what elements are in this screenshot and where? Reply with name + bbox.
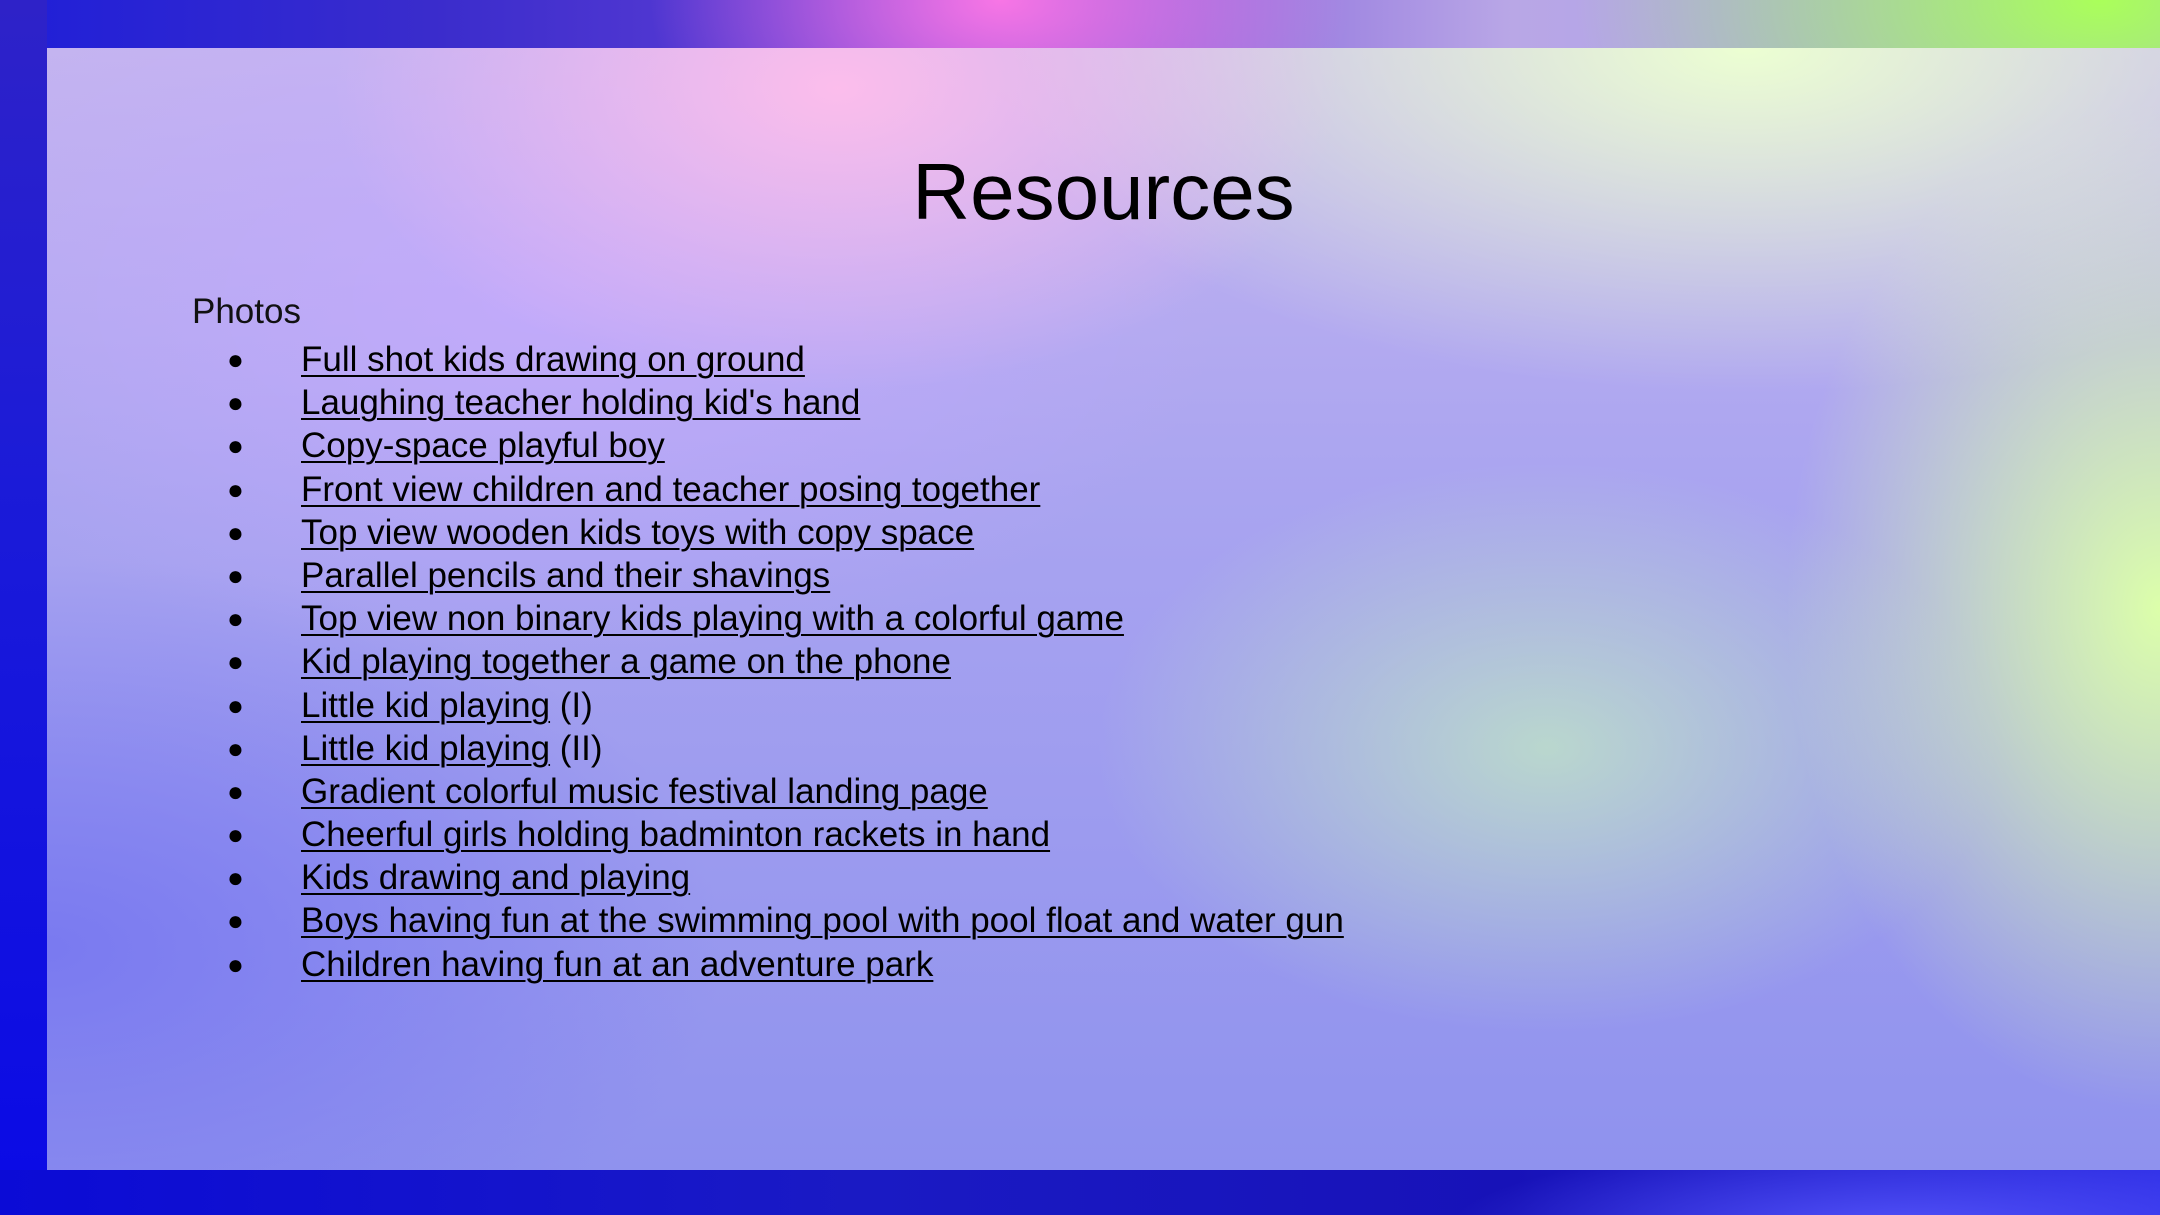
list-item-text [301,899,1344,942]
list-item-text [301,856,690,899]
slide-title: Resources [912,147,1295,236]
bullet-icon: ● [227,948,244,980]
list-item-text [301,770,988,813]
resource-suffix: (II) [550,728,603,768]
section-label-photos: Photos [192,292,301,331]
slide-frame-left [0,0,47,1215]
resource-link[interactable]: Copy-space playful boy [301,426,665,466]
bullet-icon: ● [227,646,244,678]
bullet-icon: ● [227,732,244,764]
bullet-icon: ● [227,559,244,591]
resource-link[interactable]: Boys having fun at the swimming pool with pool float and water gun [301,901,1344,941]
list-item-text [301,554,830,597]
bullet-icon: ● [227,344,244,375]
resource-link[interactable]: Gradient colorful music festival landing page [301,771,988,811]
bullet-icon: ● [227,387,244,419]
bullet-icon: ● [227,689,244,721]
bullet-icon: ● [227,430,244,462]
list-item-text [301,338,805,381]
resource-link[interactable]: Front view children and teacher posing together [301,469,1041,509]
list-item-text [301,813,1050,856]
slide-canvas [47,48,2160,1170]
bullet-icon: ● [227,905,244,937]
list-item-text [301,511,974,554]
resource-link[interactable]: Kid playing together a game on the phone [301,642,951,682]
list-item-text [301,727,603,770]
resource-link[interactable]: Little kid playing [301,728,551,768]
resource-link[interactable]: Top view wooden kids toys with copy space [301,512,975,552]
list-item-text [301,381,860,424]
resource-link[interactable]: Laughing teacher holding kid's hand [301,383,861,423]
list-item-text [301,640,951,683]
bullet-icon: ● [227,819,244,851]
resource-link[interactable]: Full shot kids drawing on ground [301,340,805,379]
list-item-text [301,468,1040,511]
list-item-text [301,424,665,467]
resource-suffix: (I) [550,685,593,725]
bullet-icon: ● [227,603,244,635]
resource-link[interactable]: Parallel pencils and their shavings [301,555,831,595]
list-item-text [301,943,933,986]
list-item-text [301,684,593,727]
resource-link[interactable]: Kids drawing and playing [301,858,691,898]
resource-link[interactable]: Little kid playing [301,685,551,725]
list-item-text [301,597,1124,640]
resource-link[interactable]: Children having fun at an adventure park [301,944,934,984]
bullet-icon: ● [227,516,244,548]
slide-frame-bottom [0,1170,2160,1215]
bullet-icon: ● [227,775,244,807]
resource-link[interactable]: Top view non binary kids playing with a colorful game [301,599,1124,639]
bullet-icon: ● [227,862,244,894]
bullet-icon: ● [227,473,244,505]
resource-link[interactable]: Cheerful girls holding badminton rackets in hand [301,815,1051,855]
